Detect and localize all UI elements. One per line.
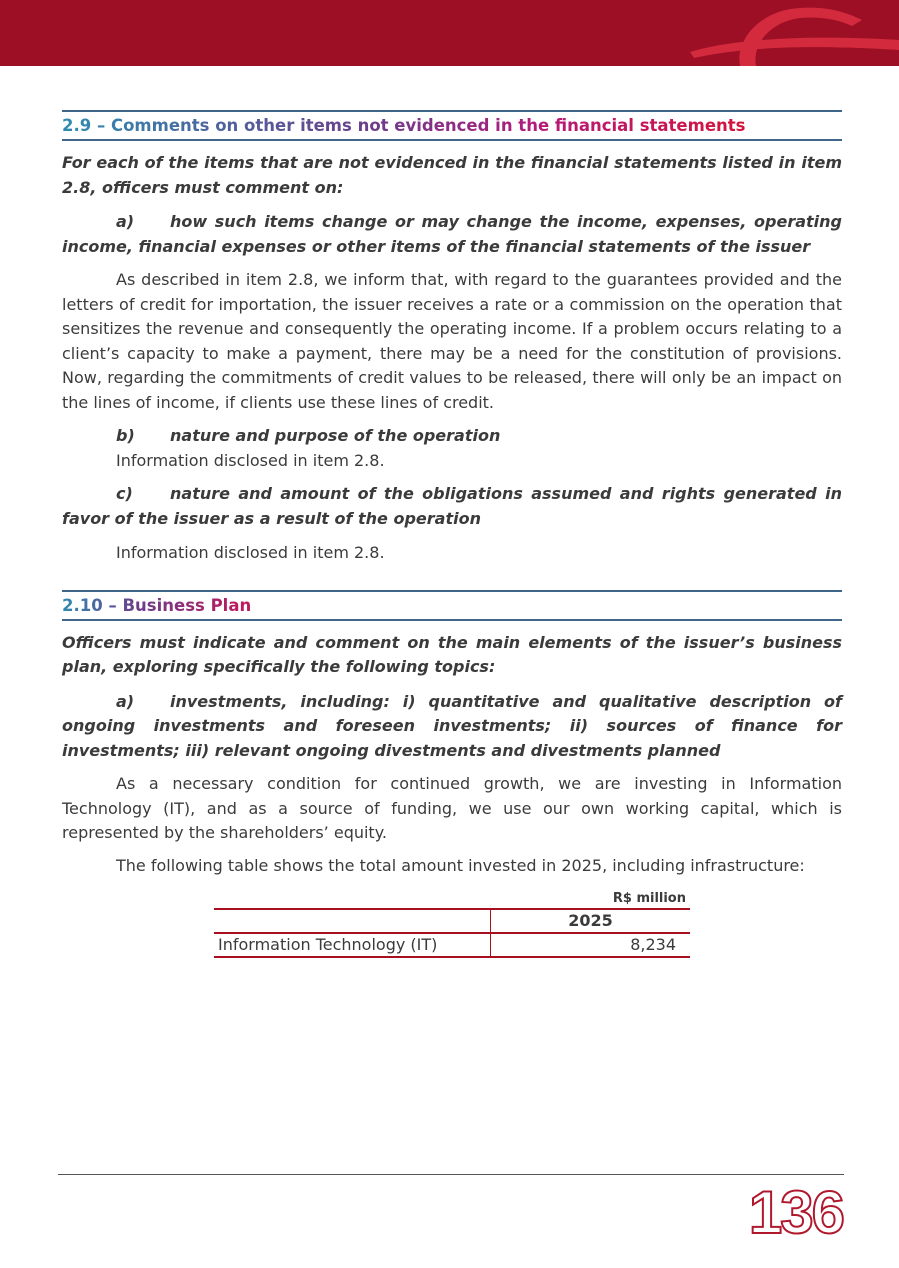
table-row xyxy=(214,933,690,957)
section-2-10-item-a-question xyxy=(62,690,842,764)
item-label: c) xyxy=(116,484,133,503)
brand-swoosh-icon xyxy=(0,0,899,66)
item-label: b) xyxy=(116,426,135,445)
section-2-9-heading-text xyxy=(62,116,745,135)
table-header-cell xyxy=(214,909,491,933)
item-label: a) xyxy=(116,691,135,711)
section-2-10-intro: Officers must indicate and comment on the main elements of the issuer’s business plan, exploring specifically the following topics: xyxy=(62,632,842,676)
section-2-10-heading-text xyxy=(62,596,251,615)
section-2-10-item-a-answer: As a necessary condition for continued growth, we are investing in Information Technology (IT), and as a source of funding, we use our own working capital, which is represented by the shareholders’ equity. xyxy=(62,774,842,842)
section-2-10-number: 2.10 xyxy=(62,595,103,615)
page-number: 136 xyxy=(748,1179,843,1246)
section-2-9-item-c-answer: Information disclosed in item 2.8. xyxy=(116,543,385,562)
section-2-10-heading xyxy=(62,590,842,621)
item-label: a) xyxy=(116,212,135,231)
section-2-9-item-c-question xyxy=(62,482,842,531)
section-2-9-item-b-question xyxy=(62,424,842,449)
section-2-9-title: Comments on other items not evidenced in the financial statements xyxy=(110,116,746,135)
section-2-9-dash: – xyxy=(91,116,111,135)
item-question-text: how such items change or may change the income, expenses, operating income, financial expenses or other items of the financial statements of the issuer xyxy=(62,212,842,256)
section-2-9-item-b-answer: Information disclosed in item 2.8. xyxy=(116,450,385,470)
investment-table xyxy=(214,908,690,958)
item-question-text: nature and purpose of the operation xyxy=(170,426,501,445)
table-row-value: 8,234 xyxy=(491,933,691,957)
section-2-10-dash: – xyxy=(102,595,123,615)
section-2-9-item-a-answer: As described in item 2.8, we inform that, with regard to the guarantees provided and the letters of credit for importation, the issuer receives a rate or a commission on the operation that sensitizes the revenue and consequently the operating income. If a problem occurs relating to a client’s capacity to make a payment, there may be a need for the constitution of provisions. Now, regarding the commitments of credit values to be released, there will only be an impact on the lines of income, if clients use these lines of credit. xyxy=(62,270,842,412)
item-question-text: investments, including: i) quantitative and qualitative description of ongoing investments and foreseen investments; ii) sources of finance for investments; iii) relevant ongoing divestments and divestments planned xyxy=(62,691,842,760)
section-2-9-intro: For each of the items that are not evidenced in the financial statements listed in item 2.8, officers must comment on: xyxy=(62,153,842,197)
investment-table-wrapper xyxy=(214,890,690,958)
table-unit-label: R$ million xyxy=(612,891,686,906)
header-banner xyxy=(0,0,899,66)
section-2-9-item-a-question xyxy=(62,210,842,259)
table-header-year: 2025 xyxy=(491,909,691,933)
page-content xyxy=(62,110,842,958)
section-2-9-number: 2.9 xyxy=(62,116,92,135)
section-2-9-heading xyxy=(62,110,842,141)
table-header-row xyxy=(214,909,690,933)
table-row-label: Information Technology (IT) xyxy=(214,933,491,957)
section-2-10-title: Business Plan xyxy=(122,595,252,615)
section-2-10-table-intro: The following table shows the total amount invested in 2025, including infrastructure: xyxy=(116,855,805,875)
item-question-text: nature and amount of the obligations assumed and rights generated in favor of the issuer as a result of the operation xyxy=(62,484,842,528)
footer-divider xyxy=(58,1174,844,1175)
